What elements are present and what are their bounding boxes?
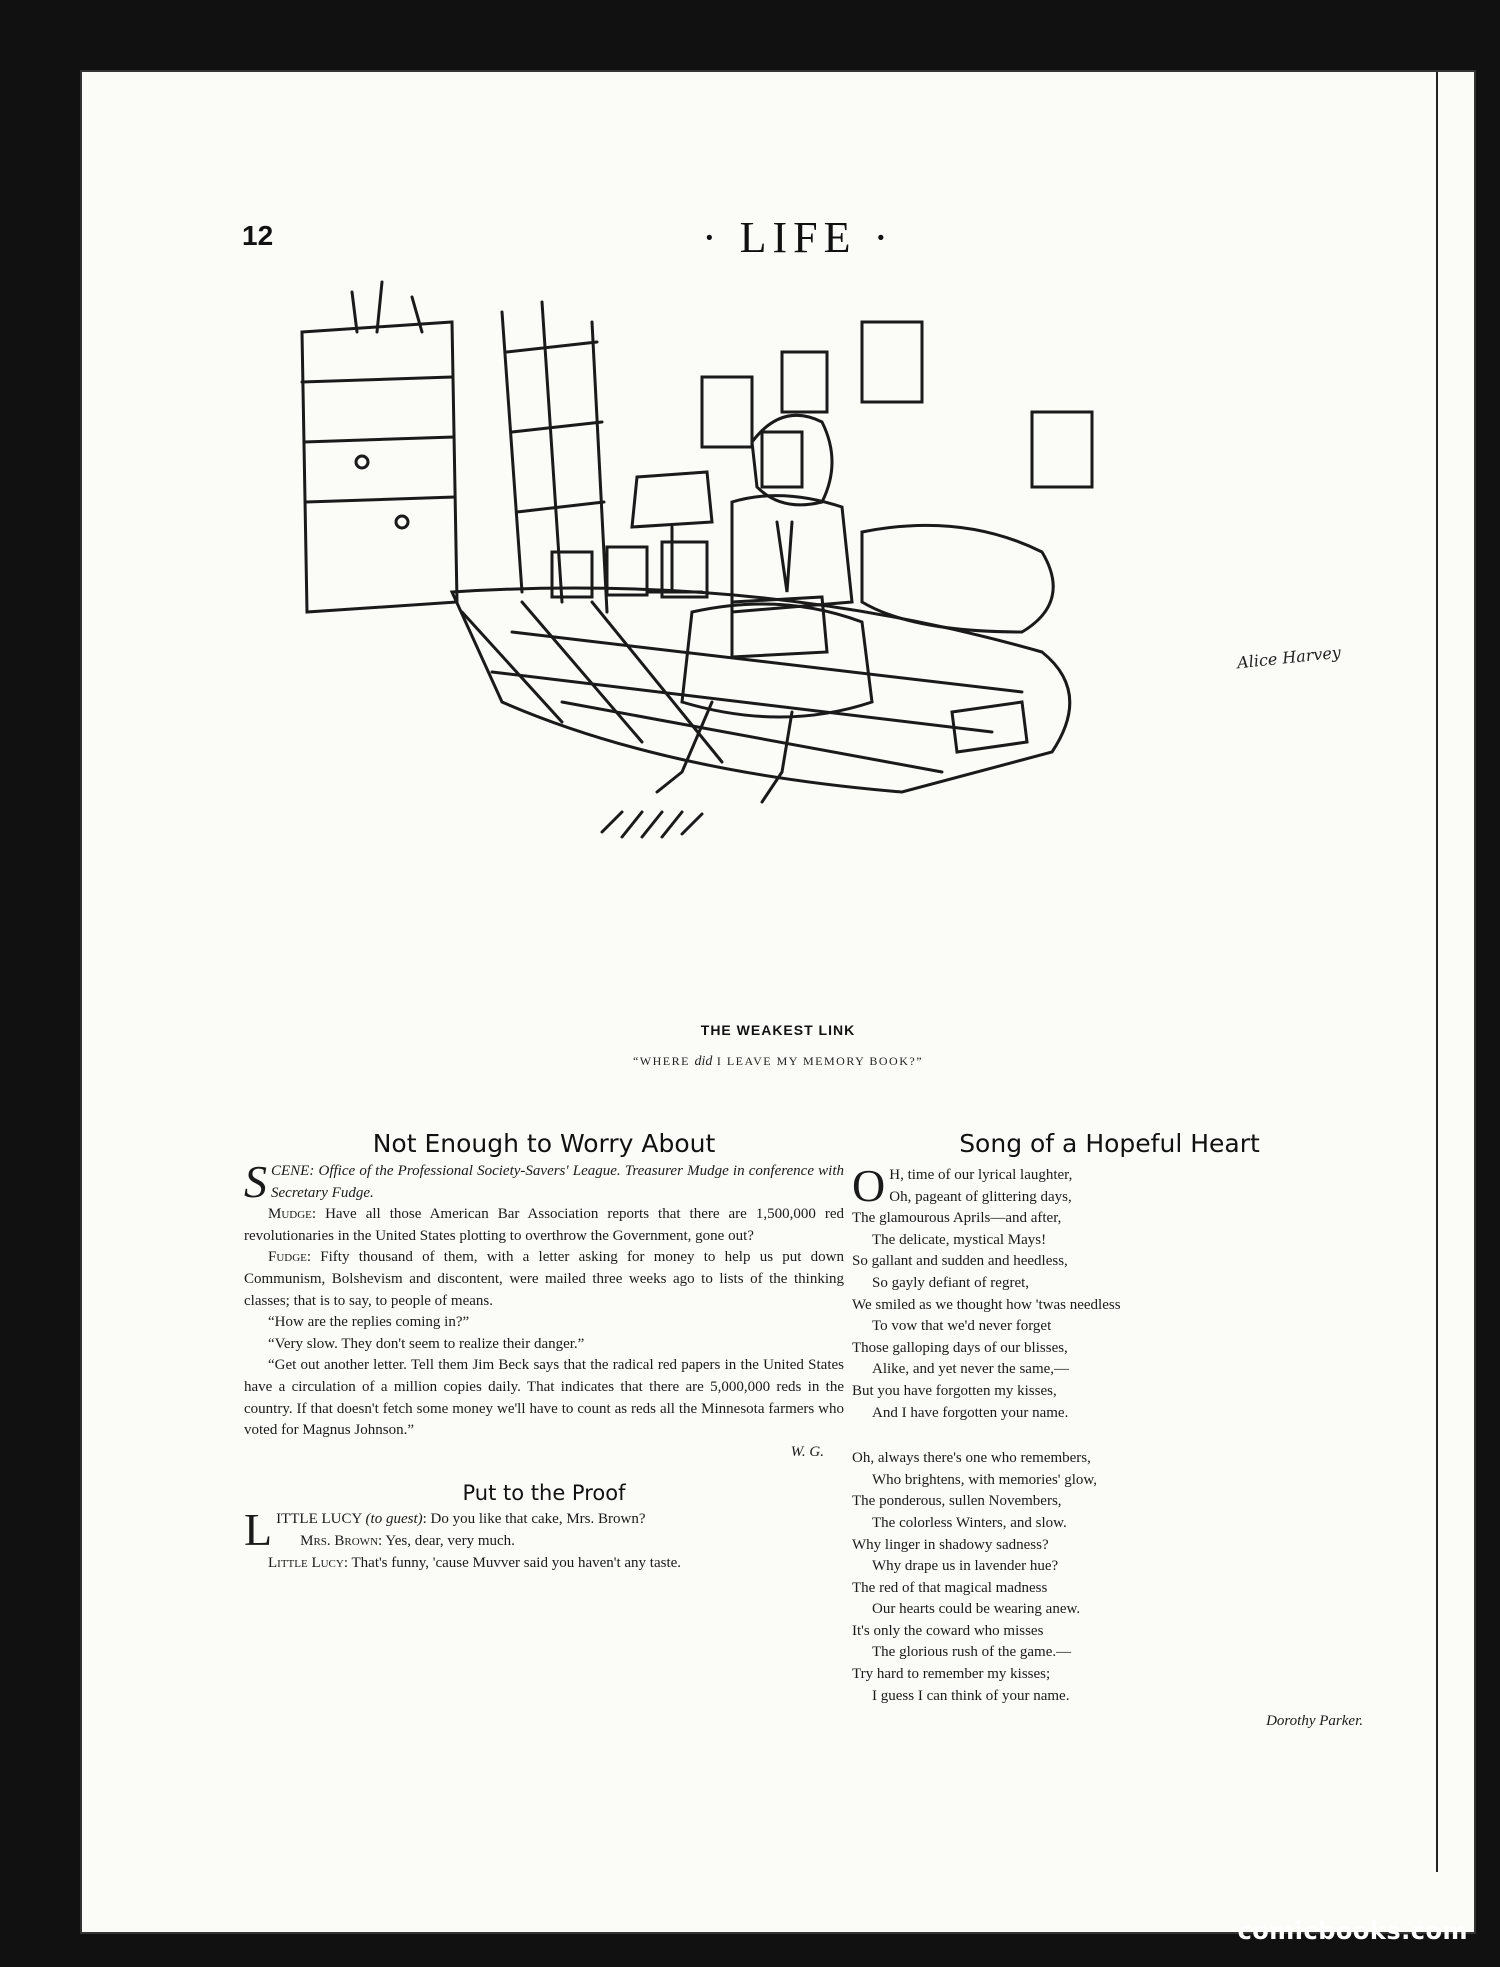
- poem-line: Oh, pageant of glittering days,: [889, 1188, 1072, 1205]
- poem-stanza: [852, 1448, 1367, 1707]
- article-signature: W. G.: [790, 1443, 824, 1460]
- poem-line: Try hard to remember my kisses;: [852, 1666, 1051, 1683]
- poem-line: It's only the coward who misses: [852, 1622, 1044, 1639]
- poem-line: I guess I can think of your name.: [872, 1687, 1070, 1704]
- dropcap: O: [852, 1160, 886, 1211]
- poem-line: Oh, always there's one who remembers,: [852, 1450, 1091, 1467]
- scene-paragraph: SCENE: Office of the Professional Society-Savers' League. Treasurer Mudge in conference with Secretary Fudge.: [244, 1156, 844, 1207]
- cartoon-caption-title: THE WEAKEST LINK: [700, 1022, 856, 1038]
- poem-author: Dorothy Parker.: [1266, 1713, 1363, 1730]
- poem-line: The glamourous Aprils—and after,: [852, 1210, 1062, 1227]
- poem-line: Who brightens, with memories' glow,: [872, 1471, 1098, 1488]
- poem-stanza: [852, 1187, 1367, 1425]
- poem-line: But you have forgotten my kisses,: [852, 1382, 1057, 1399]
- dialogue-paragraph: Little Lucy: That's funny, 'cause Muvver said you haven't any taste.: [268, 1554, 682, 1571]
- magazine-page: [82, 72, 1474, 1932]
- page-number: 12: [242, 220, 274, 251]
- page-binding-edge: [1436, 72, 1448, 1872]
- watermark: comicbooks.com: [1237, 1917, 1468, 1945]
- poem-line: The red of that magical madness: [852, 1579, 1048, 1596]
- poem-line: Our hearts could be wearing anew.: [872, 1601, 1081, 1618]
- poem-line: And I have forgotten your name.: [872, 1404, 1069, 1421]
- poem-title: Song of a Hopeful Heart: [959, 1129, 1260, 1158]
- poem-line: So gallant and sudden and heedless,: [852, 1253, 1068, 1270]
- poem-line: The delicate, mystical Mays!: [872, 1231, 1047, 1248]
- masthead-life: · LIFE ·: [702, 213, 895, 262]
- poem-line: Why linger in shadowy sadness?: [852, 1536, 1049, 1553]
- dialogue-paragraph: Fudge: Fifty thousand of them, with a letter asking for money to help us put down Communism, Bolshevism and discontent, were mailed three weeks ago to lists of the thinking classes; that is to say, to people of means.: [244, 1249, 844, 1309]
- dialogue-paragraph: “Get out another letter. Tell them Jim Beck says that the radical red papers in the United States have a circulation of a million copies daily. That indicates that there are 5,000,000 reds in the country. If that doesn't fetch some money we'll have to count as reds all the Minnesota farmers who voted for Magnus Johnson.”: [244, 1357, 844, 1439]
- poem-line: We smiled as we thought how 'twas needless: [852, 1296, 1121, 1313]
- poem-line: The glorious rush of the game.—: [872, 1644, 1072, 1661]
- poem-line: The colorless Winters, and slow.: [872, 1514, 1067, 1531]
- poem-line: The ponderous, sullen Novembers,: [852, 1493, 1062, 1510]
- left-column: [244, 1127, 844, 1574]
- article-title: Put to the Proof: [462, 1481, 626, 1506]
- dialogue-paragraph: “Very slow. They don't seem to realize their danger.”: [268, 1335, 585, 1352]
- poem-line: To vow that we'd never forget: [872, 1318, 1052, 1335]
- dialogue-paragraph: Mrs. Brown: Yes, dear, very much.: [300, 1532, 515, 1549]
- dialogue-paragraph: Mudge: Have all those American Bar Association reports that there are 1,500,000 red revolutionaries in the United States plotting to overthrow the Government, gone out?: [244, 1206, 844, 1244]
- page-header: [82, 212, 1474, 272]
- right-column: [852, 1127, 1367, 1733]
- poem-line: Why drape us in lavender hue?: [872, 1558, 1059, 1575]
- dialogue-paragraph: “How are the replies coming in?”: [268, 1314, 470, 1331]
- poem-line: Those galloping days of our blisses,: [852, 1339, 1068, 1356]
- article-title: Not Enough to Worry About: [372, 1129, 716, 1158]
- cartoon-illustration: [262, 272, 1322, 992]
- poem-line: O H, time of our lyrical laughter,: [852, 1160, 1073, 1211]
- dialogue-paragraph: LITTLE LUCY (to guest): Do you like that cake, Mrs. Brown?: [244, 1504, 646, 1556]
- poem-line: So gayly defiant of regret,: [872, 1274, 1030, 1291]
- poem-body: [852, 1160, 1367, 1733]
- cartoon-caption-quote: “WHERE did I LEAVE MY MEMORY BOOK?”: [632, 1054, 924, 1069]
- dropcap: L: [244, 1504, 273, 1556]
- artist-signature: Alice Harvey: [1236, 642, 1342, 673]
- poem-line: Alike, and yet never the same,—: [872, 1361, 1070, 1378]
- dropcap: S: [244, 1156, 267, 1207]
